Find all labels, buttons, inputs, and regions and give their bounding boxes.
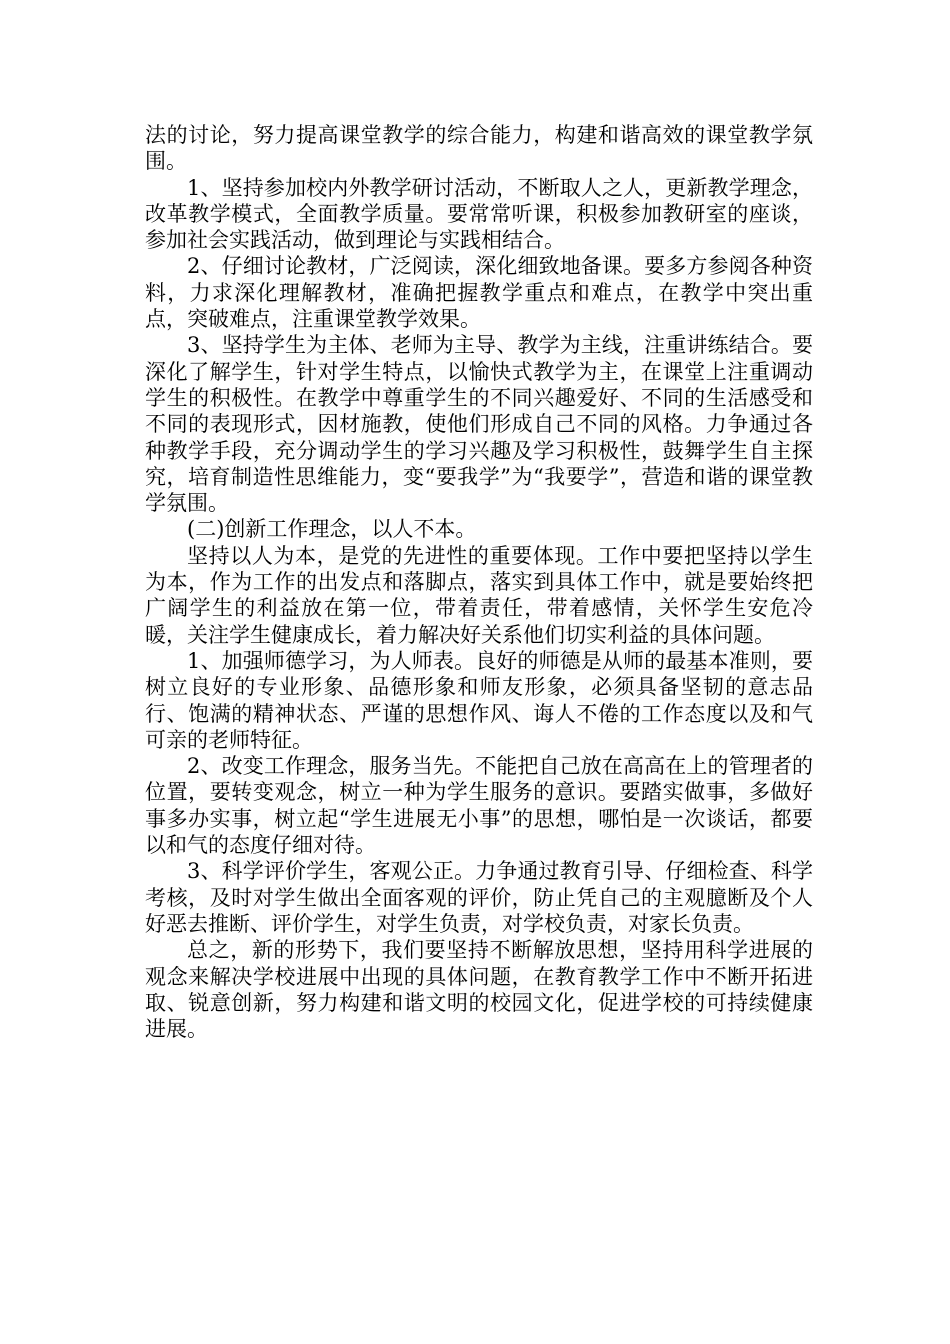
paragraph-1: 法的讨论，努力提高课堂教学的综合能力，构建和谐高效的课堂教学氛围。 xyxy=(145,123,813,174)
section-heading: (二)创新工作理念，以人不本。 xyxy=(187,517,477,542)
conclusion-paragraph: 总之，新的形势下，我们要坚持不断解放思想，坚持用科学进展的观念来解决学校进展中出现的具体问题，在教育教学工作中不断开拓进取、锐意创新，努力构建和谐文明的校园文化，促进学校的可持续健康进展。 xyxy=(145,938,813,1042)
document-body xyxy=(145,122,813,1042)
paragraph-3: 2、仔细讨论教材，广泛阅读，深化细致地备课。要多方参阅各种资料，力求深化理解教材，准确把握教学重点和难点，在教学中突出重点，突破难点，注重课堂教学效果。 xyxy=(145,254,813,332)
paragraph-6: 坚持以人为本，是党的先进性的重要体现。工作中要把坚持以学生为本，作为工作的出发点和落脚点，落实到具体工作中，就是要始终把广阔学生的利益放在第一位，带着责任，带着感情，关怀学生安危冷暖，关注学生健康成长，着力解决好关系他们切实利益的具体问题。 xyxy=(145,543,813,647)
paragraph-7: 1、加强师德学习，为人师表。良好的师德是从师的最基本准则，要树立良好的专业形象、品德形象和师友形象，必须具备坚韧的意志品行、饱满的精神状态、严谨的思想作风、诲人不倦的工作态度以及和气可亲的老师特征。 xyxy=(145,648,813,752)
paragraph-2: 1、坚持参加校内外教学研讨活动，不断取人之人，更新教学理念，改革教学模式，全面教学质量。要常常听课，积极参加教研室的座谈，参加社会实践活动，做到理论与实践相结合。 xyxy=(145,175,813,253)
paragraph-4: 3、坚持学生为主体、老师为主导、教学为主线，注重讲练结合。要深化了解学生，针对学生特点，以愉快式教学为主，在课堂上注重调动学生的积极性。在教学中尊重学生的不同兴趣爱好、不同的生活感受和不同的表现形式，因材施教，使他们形成自己不同的风格。力争通过各种教学手段，充分调动学生的学习兴趣及学习积极性，鼓舞学生自主探究，培育制造性思维能力，变“要我学”为“我要学”，营造和谐的课堂教学氛围。 xyxy=(145,333,813,516)
paragraph-9: 3、科学评价学生，客观公正。力争通过教育引导、仔细检查、科学考核，及时对学生做出全面客观的评价，防止凭自己的主观臆断及个人好恶去推断、评价学生，对学生负责，对学校负责，对家长负责。 xyxy=(145,859,813,936)
paragraph-8: 2、改变工作理念，服务当先。不能把自己放在高高在上的管理者的位置，要转变观念，树立一种为学生服务的意识。要踏实做事，多做好事多办实事，树立起“学生进展无小事”的思想，哪怕是一次谈话，都要以和气的态度仔细对待。 xyxy=(145,754,813,858)
